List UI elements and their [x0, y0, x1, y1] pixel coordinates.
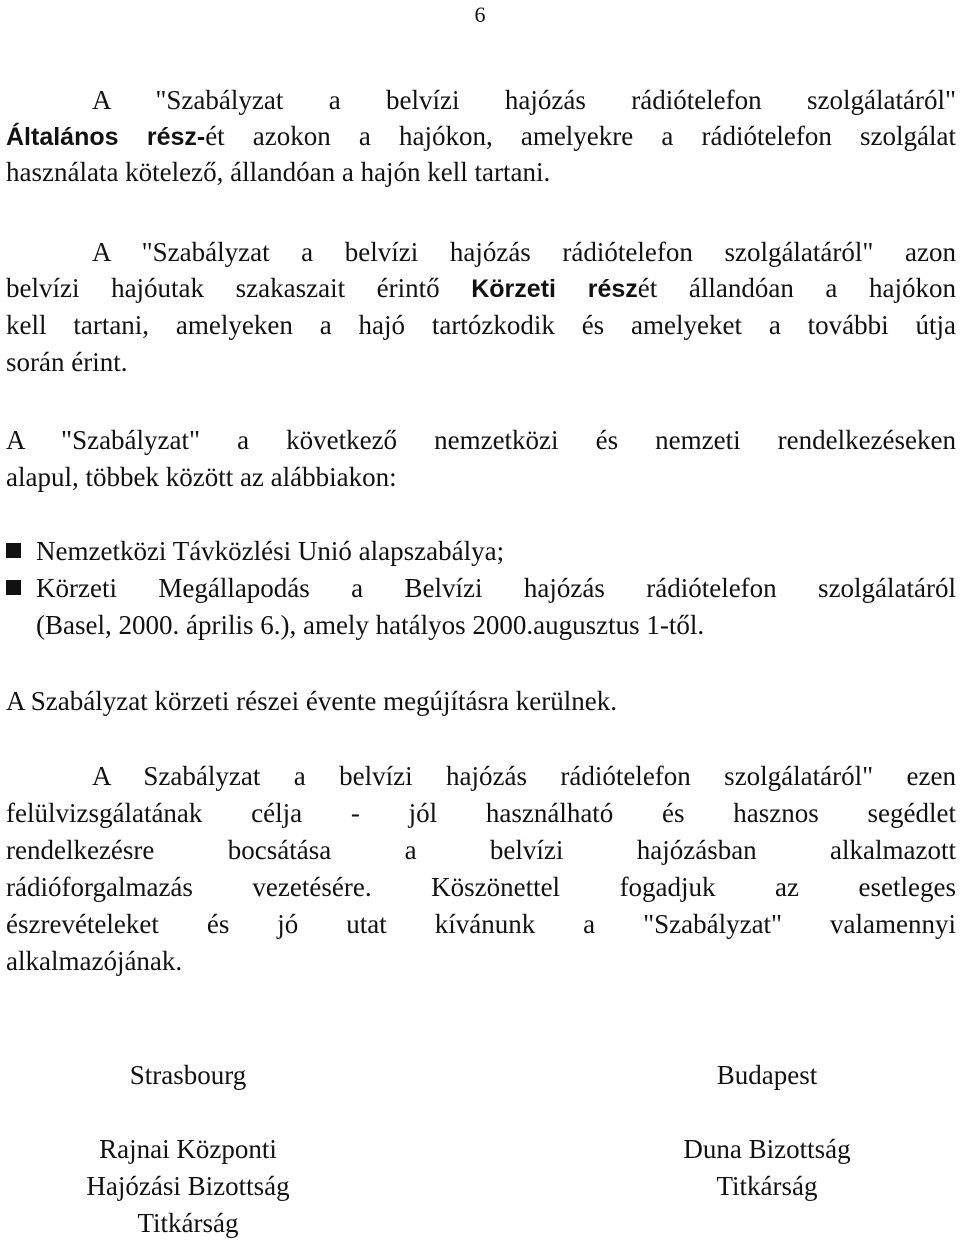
- square-bullet-icon: [6, 543, 21, 558]
- list-item: [6, 570, 956, 606]
- paragraph-line: A Szabályzat a belvízi hajózás rádiótelefon szolgálatáról" ezen: [92, 761, 956, 791]
- signature-city: Strasbourg: [129, 1060, 247, 1090]
- paragraph-text: ét állandóan a hajókon: [637, 273, 956, 303]
- paragraph-line: rendelkezésre bocsátása a belvízi hajózásban alkalmazott: [6, 835, 956, 865]
- signature-org-line: Titkárság: [137, 1208, 239, 1238]
- bold-term-regional-part: Körzeti rész: [471, 275, 638, 303]
- bold-term-general-part: Általános rész-: [6, 123, 206, 151]
- paragraph-text: A "Szabályzat a belvízi hajózás rádiótelefon szolgálatáról": [92, 85, 956, 115]
- paragraph-line: alkalmazójának.: [6, 946, 183, 976]
- page-number: 6: [474, 2, 486, 27]
- list-item-text: Körzeti Megállapodás a Belvízi hajózás rádiótelefon szolgálatáról: [36, 573, 956, 603]
- paragraph-line: [92, 82, 956, 118]
- list-item-text: (Basel, 2000. április 6.), amely hatályos 2000.augusztus 1-től.: [36, 610, 705, 640]
- paragraph-line: [6, 270, 956, 306]
- paragraph-line: észrevételeket és jó utat kívánunk a "Szabályzat" valamennyi: [6, 909, 956, 939]
- paragraph-line: felülvizsgálatának célja - jól használható és hasznos segédlet: [6, 798, 956, 828]
- signature-org-line: Hajózási Bizottság: [86, 1171, 290, 1201]
- square-bullet-icon: [6, 580, 21, 595]
- list-item-continuation: [6, 607, 956, 643]
- signature-city: Budapest: [716, 1060, 818, 1090]
- paragraph-line: kell tartani, amelyeken a hajó tartózkodik és amelyeket a további útja: [6, 310, 956, 340]
- paragraph-text: belvízi hajóutak szakaszait érintő: [6, 273, 472, 303]
- paragraph-line: A "Szabályzat a belvízi hajózás rádiótelefon szolgálatáról" azon: [92, 237, 956, 267]
- signature-org-line: Duna Bizottság: [683, 1134, 851, 1164]
- signature-org-line: Titkárság: [716, 1171, 818, 1201]
- paragraph-line: [6, 118, 956, 154]
- paragraph-text: ét azokon a hajókon, amelyekre a rádiótelefon szolgálat: [205, 121, 956, 151]
- signature-org-line: Rajnai Központi: [99, 1134, 277, 1164]
- paragraph-line: rádióforgalmazás vezetésére. Köszönettel fogadjuk az esetleges: [6, 872, 956, 902]
- paragraph-line: A "Szabályzat" a következő nemzetközi és nemzeti rendelkezéseken: [6, 425, 956, 455]
- paragraph-annual-renewal: A Szabályzat körzeti részei évente megújításra kerülnek.: [6, 686, 617, 716]
- list-item-text: Nemzetközi Távközlési Unió alapszabálya;: [36, 536, 505, 566]
- list-item: [6, 533, 956, 569]
- paragraph-line: használata kötelező, állandóan a hajón kell tartani.: [6, 157, 551, 187]
- paragraph-line: alapul, többek között az alábbiakon:: [6, 462, 397, 492]
- paragraph-line: során érint.: [6, 347, 128, 377]
